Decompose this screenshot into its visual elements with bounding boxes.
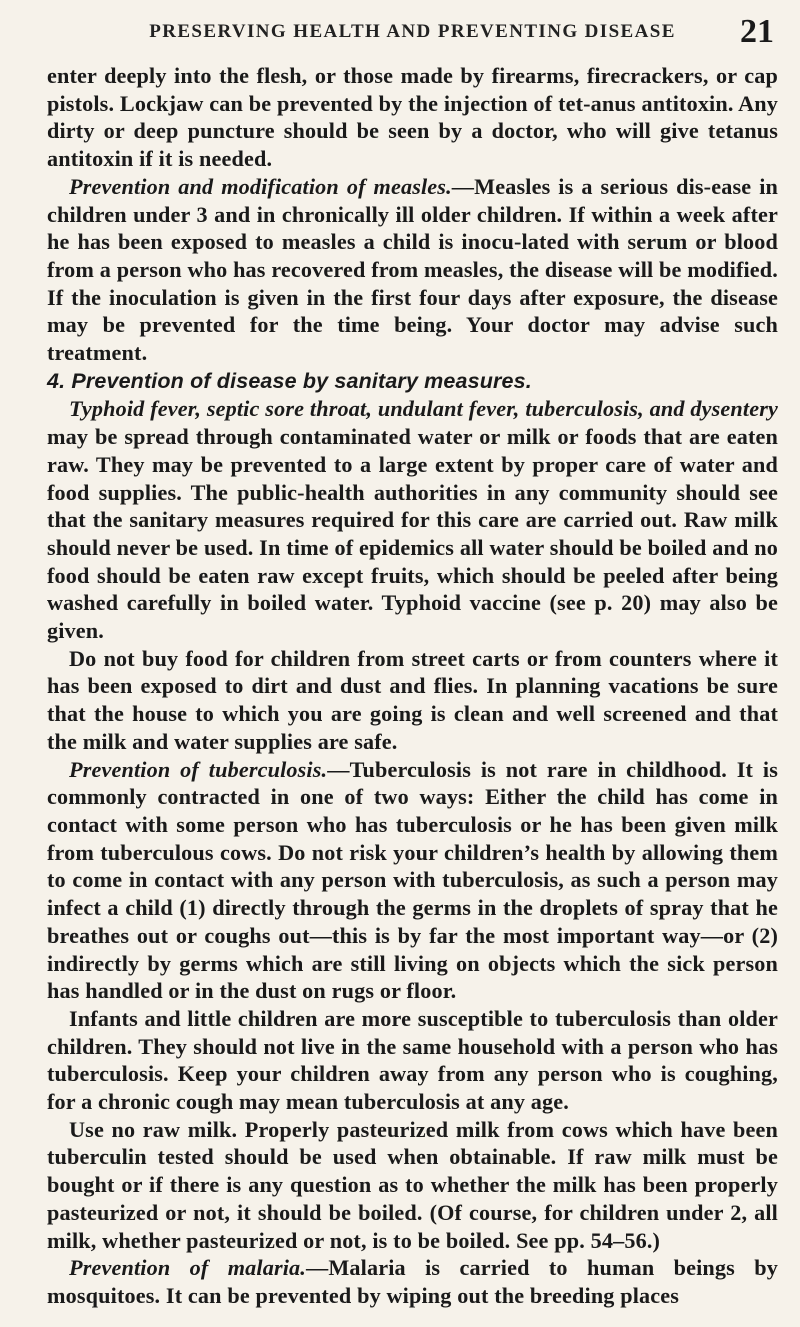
running-head: PRESERVING HEALTH AND PREVENTING DISEASE	[149, 21, 676, 42]
paragraph-typhoid	[47, 395, 778, 644]
page-body	[47, 62, 778, 1310]
paragraph-malaria	[47, 1254, 778, 1309]
section-4-heading: 4. Prevention of disease by sanitary measures.	[47, 368, 532, 393]
page-number: 21	[740, 13, 774, 50]
malaria-heading: Prevention of malaria.	[69, 1255, 306, 1281]
typhoid-heading: Typhoid fever, septic sore throat, undulant fever, tuberculosis, and dysentery	[69, 396, 778, 422]
measles-heading: Prevention and modification of measles.	[69, 173, 452, 199]
paragraph-tetanus: enter deeply into the flesh, or those made by firearms, firecrackers, or cap pistols. Lockjaw can be prevented by the injection of tet-anus antitoxin. Any dirty or deep puncture should be seen by a doctor, who will give tetanus antitoxin if it is needed.	[47, 63, 778, 172]
page-header	[47, 14, 778, 50]
paragraph-tuberculosis	[47, 756, 778, 1005]
paragraph-measles	[47, 173, 778, 367]
tuberculosis-heading: Prevention of tuberculosis.	[69, 756, 328, 782]
paragraph-street-food: Do not buy food for children from street carts or from counters where it has been exposed to dirt and dust and flies. In planning vacations be sure that the house to which you are going is clean and well screened and that the milk and water supplies are safe.	[47, 645, 778, 754]
paragraph-raw-milk: Use no raw milk. Properly pasteurized milk from cows which have been tuberculin tested should be used when obtainable. If raw milk must be bought or if there is any question as to whether the milk has been properly pasteurized or not, it should be boiled. (Of course, for children under 2, all milk, whether pasteurized or not, is to be boiled. See pp. 54–56.)	[47, 1116, 778, 1253]
paragraph-infants: Infants and little children are more susceptible to tuberculosis than older children. They should not live in the same household with a person who has tuberculosis. Keep your children away from any person who is coughing, for a chronic cough may mean tuberculosis at any age.	[47, 1005, 778, 1115]
measles-text: —Measles is a serious dis-ease in children under 3 and in chronically ill older children. If within a week after he has been exposed to measles a child is inocu-lated with serum or blood from a person who has recovered from measles, the disease will be modified. If the inoculation is given in the first four days after exposure, the disease may be prevented for the time being. Your doctor may advise such treatment.	[47, 173, 779, 366]
section-heading-sanitary	[47, 367, 778, 396]
tuberculosis-text: —Tuberculosis is not rare in childhood. It is commonly contracted in one of two ways: Either the child has come in contact with some person who has tuberculosis or he has been given milk from tuberculous cows. Do not risk your children’s health by allowing them to come in contact with any person with tuberculosis, as such a person may infect a child (1) directly through the germs in the droplets of spray that he breathes out or coughs out—this is by far the most important way—or (2) indirectly by germs which are still living on objects which the sick person has handled or in the dust on rugs or floor.	[47, 756, 778, 1004]
typhoid-text: may be spread through contaminated water or milk or foods that are eaten raw. They may be prevented to a large extent by proper care of water and food supplies. The public-health authorities in any community should see that the sanitary measures required for this care are carried out. Raw milk should never be used. In time of epidemics all water should be boiled and no food should be eaten raw except fruits, which should be peeled after being washed carefully in boiled water. Typhoid vaccine (see p. 20) may also be given.	[47, 424, 778, 644]
malaria-text: —Malaria is carried to human beings by mosquitoes. It can be prevented by wiping out the breeding places	[47, 1255, 778, 1308]
